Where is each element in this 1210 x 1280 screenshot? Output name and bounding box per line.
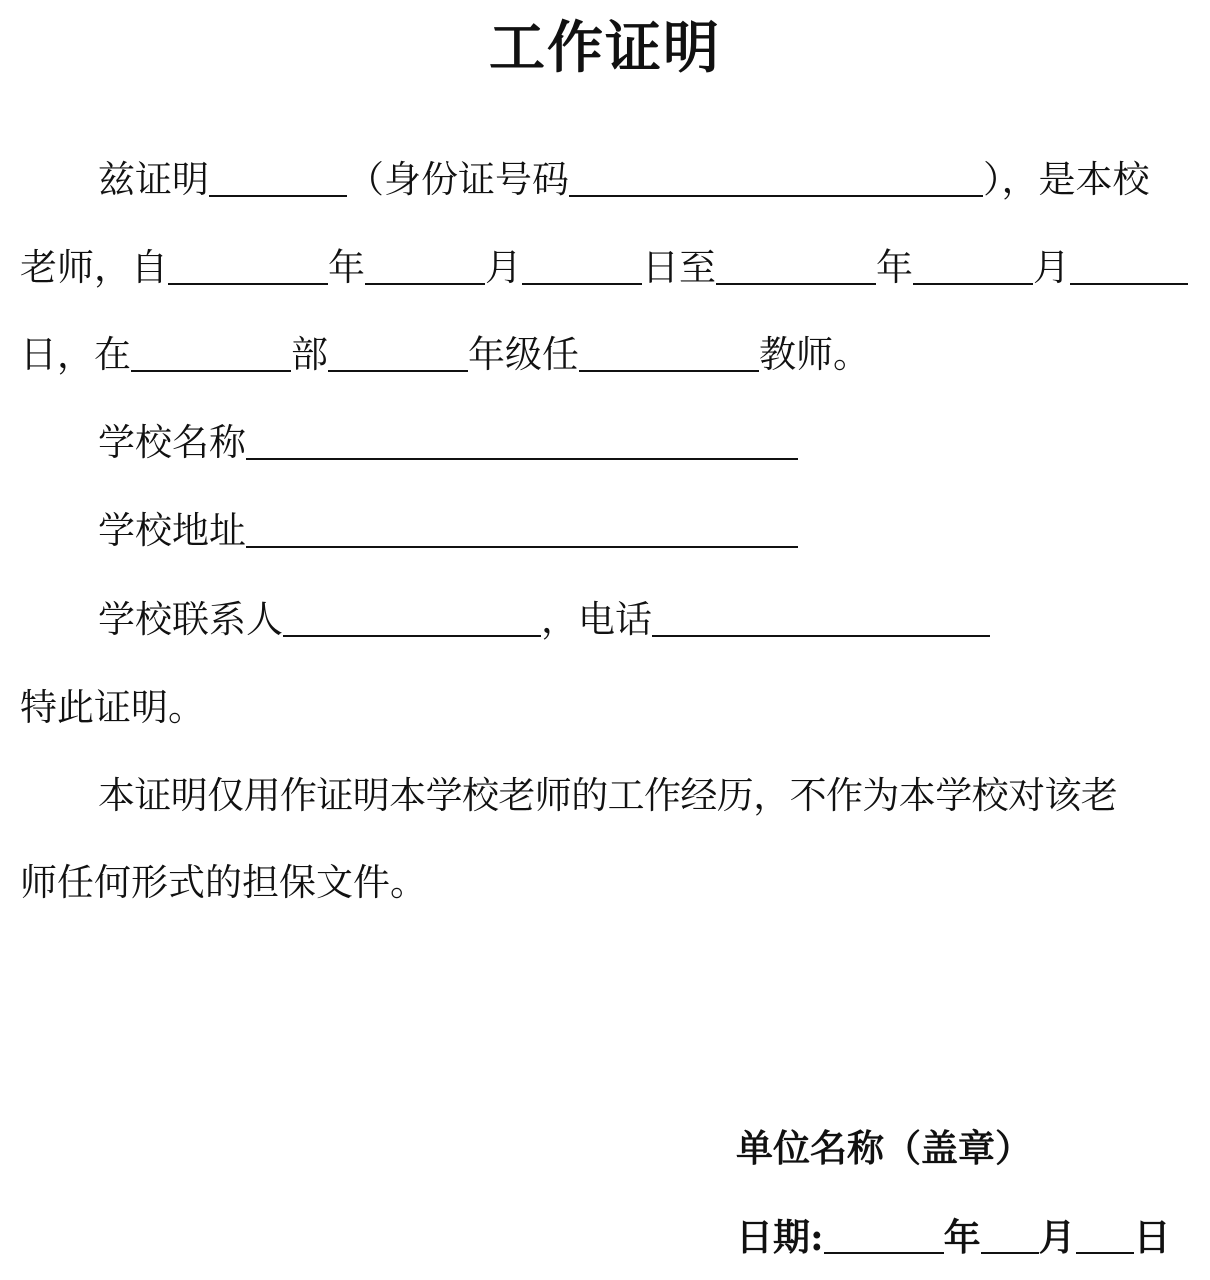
year-label: 年	[328, 246, 365, 289]
certify-text: 特此证明。	[20, 686, 205, 729]
sign-month-label: 月	[1038, 1215, 1076, 1259]
school-name-label: 学校名称	[98, 421, 246, 464]
month-label: 月	[485, 246, 522, 289]
month-label-2: 月	[1033, 246, 1070, 289]
school-name-line	[98, 418, 1198, 468]
teacher-from-text: 老师，自	[20, 246, 168, 289]
school-teacher-text: ），是本校	[983, 158, 1150, 201]
period-line	[20, 243, 1195, 293]
day-at-text: 日，在	[20, 333, 131, 376]
subject-blank[interactable]	[579, 332, 759, 372]
page-title: 工作证明	[489, 15, 721, 81]
teacher-label: 教师。	[759, 333, 870, 376]
sign-day-label: 日	[1133, 1215, 1171, 1259]
intro-line	[98, 155, 1198, 205]
unit-seal-label: 单位名称（盖章）	[736, 1126, 1032, 1170]
unit-seal-line	[736, 1123, 1196, 1173]
sign-date-line	[736, 1212, 1196, 1262]
sign-day-blank[interactable]	[1076, 1214, 1134, 1254]
intro-text: 兹证明	[98, 158, 209, 201]
department-blank[interactable]	[131, 332, 291, 372]
school-address-label: 学校地址	[98, 509, 246, 552]
end-month-blank[interactable]	[913, 245, 1033, 285]
phone-label: ，电话	[541, 598, 652, 641]
contact-label: 学校联系人	[98, 598, 283, 641]
school-address-line	[98, 506, 1198, 556]
department-label: 部	[291, 333, 328, 376]
sign-year-label: 年	[943, 1215, 981, 1259]
certify-line	[20, 683, 1195, 733]
id-number-blank[interactable]	[569, 157, 983, 197]
school-address-blank[interactable]	[246, 508, 798, 548]
school-name-blank[interactable]	[246, 420, 798, 460]
end-day-blank[interactable]	[1070, 245, 1188, 285]
start-day-blank[interactable]	[522, 245, 642, 285]
name-blank[interactable]	[209, 157, 347, 197]
sign-month-blank[interactable]	[981, 1214, 1039, 1254]
disclaimer-line-2	[20, 858, 1195, 908]
year-label-2: 年	[876, 246, 913, 289]
disclaimer-line-1	[98, 771, 1198, 821]
contact-blank[interactable]	[283, 597, 541, 637]
end-year-blank[interactable]	[716, 245, 876, 285]
id-label: （身份证号码	[347, 158, 569, 201]
sign-year-blank[interactable]	[824, 1214, 944, 1254]
position-line	[20, 330, 1195, 380]
start-year-blank[interactable]	[168, 245, 328, 285]
phone-blank[interactable]	[652, 597, 990, 637]
grade-label: 年级任	[468, 333, 579, 376]
start-month-blank[interactable]	[365, 245, 485, 285]
date-label: 日期:	[736, 1215, 824, 1259]
disclaimer-text-2: 师任何形式的担保文件。	[20, 861, 427, 904]
contact-line	[98, 595, 1198, 645]
grade-blank[interactable]	[328, 332, 468, 372]
day-to-label: 日至	[642, 246, 716, 289]
disclaimer-text-1: 本证明仅用作证明本学校老师的工作经历，不作为本学校对该老	[98, 774, 1118, 817]
